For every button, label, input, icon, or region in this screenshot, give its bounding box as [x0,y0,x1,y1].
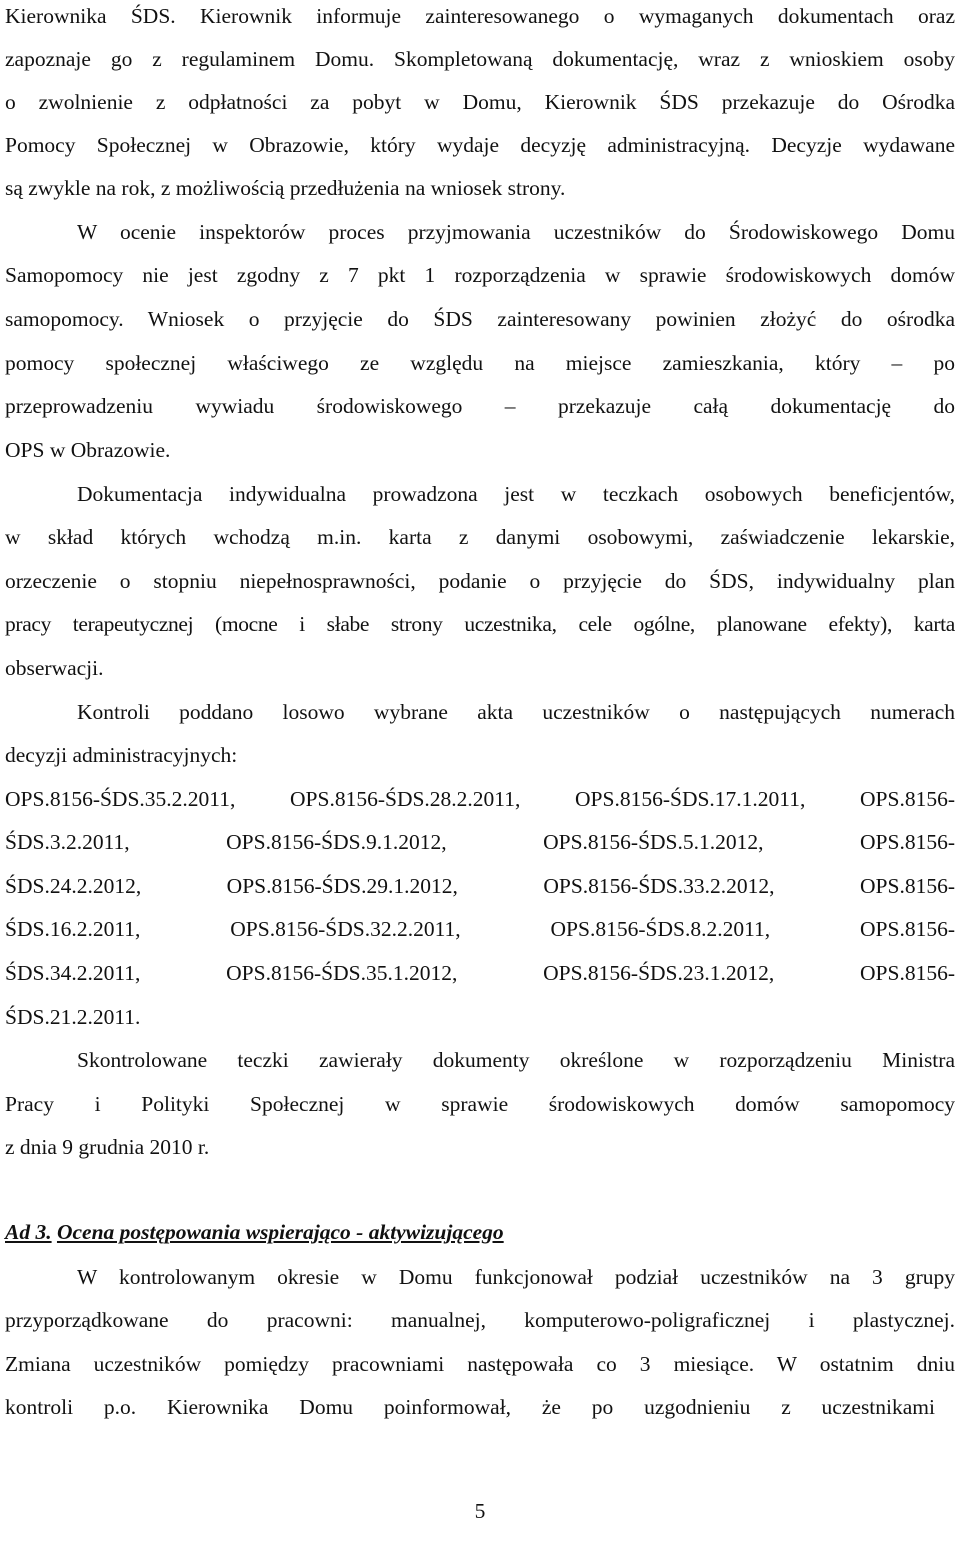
text-line: przyporządkowane do pracowni: manualnej, komputerowo-poligraficznej i plastycznej. [5,1308,955,1332]
text-line: Kontroli poddano losowo wybrane akta uczestników o następujących numerach [77,700,955,724]
text-line: Samopomocy nie jest zgodny z 7 pkt 1 rozporządzenia w sprawie środowiskowych domów [5,263,955,287]
text-line: Pracy i Polityki Społecznej w sprawie środowiskowych domów samopomocy [5,1092,955,1116]
text-line: zapoznaje go z regulaminem Domu. Skompletowaną dokumentację, wraz z wnioskiem osoby [5,47,955,71]
text-line: z dnia 9 grudnia 2010 r. [5,1135,210,1159]
text-line: Dokumentacja indywidualna prowadzona jest w teczkach osobowych beneficjentów, [77,482,955,506]
decision-numbers-line: ŚDS.21.2.2011. [5,1005,141,1029]
decision-numbers-line: ŚDS.16.2.2011, OPS.8156-ŚDS.32.2.2011, OPS.8156-ŚDS.8.2.2011, OPS.8156- [5,917,955,941]
text-line: W ocenie inspektorów proces przyjmowania uczestników do Środowiskowego Domu [77,220,955,244]
text-line: kontroli p.o. Kierownika Domu poinformował, że po uzgodnieniu z uczestnikami [5,1395,935,1419]
text-line: pracy terapeutycznej (mocne i słabe strony uczestnika, cele ogólne, planowane efekty), karta [5,612,955,636]
text-line: Zmiana uczestników pomiędzy pracowniami następowała co 3 miesiące. W ostatnim dniu [5,1352,955,1376]
text-line: Pomocy Społecznej w Obrazowie, który wydaje decyzję administracyjną. Decyzje wydawane [5,133,955,157]
text-line: o zwolnienie z odpłatności za pobyt w Domu, Kierownik ŚDS przekazuje do Ośrodka [5,90,955,114]
text-line: OPS w Obrazowie. [5,438,171,462]
text-line: samopomocy. Wniosek o przyjęcie do ŚDS zainteresowany powinien złożyć do ośrodka [5,307,955,331]
decision-numbers-line: ŚDS.34.2.2011, OPS.8156-ŚDS.35.1.2012, OPS.8156-ŚDS.23.1.2012, OPS.8156- [5,961,955,985]
text-line: w skład których wchodzą m.in. karta z danymi osobowymi, zaświadczenie lekarskie, [5,525,955,549]
text-line: decyzji administracyjnych: [5,743,238,767]
text-line: są zwykle na rok, z możliwością przedłużenia na wniosek strony. [5,176,566,200]
decision-numbers-line: ŚDS.24.2.2012, OPS.8156-ŚDS.29.1.2012, OPS.8156-ŚDS.33.2.2012, OPS.8156- [5,874,955,898]
text-line: orzeczenie o stopniu niepełnosprawności, podanie o przyjęcie do ŚDS, indywidualny plan [5,569,955,593]
page-number: 5 [474,1499,486,1523]
text-line: pomocy społecznej właściwego ze względu na miejsce zamieszkania, który – po [5,351,955,375]
text-line: Kierownika ŚDS. Kierownik informuje zainteresowanego o wymaganych dokumentach oraz [5,4,955,28]
decision-numbers-line: OPS.8156-ŚDS.35.2.2011, OPS.8156-ŚDS.28.2.2011, OPS.8156-ŚDS.17.1.2011, OPS.8156- [5,787,955,811]
section-heading [5,1218,504,1246]
section-title: Ocena postępowania wspierająco - aktywizującego [56,1220,504,1244]
section-number: Ad 3. [5,1220,52,1244]
decision-numbers-line: ŚDS.3.2.2011, OPS.8156-ŚDS.9.1.2012, OPS.8156-ŚDS.5.1.2012, OPS.8156- [5,830,955,854]
text-line: W kontrolowanym okresie w Domu funkcjonował podział uczestników na 3 grupy [77,1265,955,1289]
text-line: obserwacji. [5,656,104,680]
text-line: przeprowadzeniu wywiadu środowiskowego – przekazuje całą dokumentację do [5,394,955,418]
text-line: Skontrolowane teczki zawierały dokumenty określone w rozporządzeniu Ministra [77,1048,955,1072]
